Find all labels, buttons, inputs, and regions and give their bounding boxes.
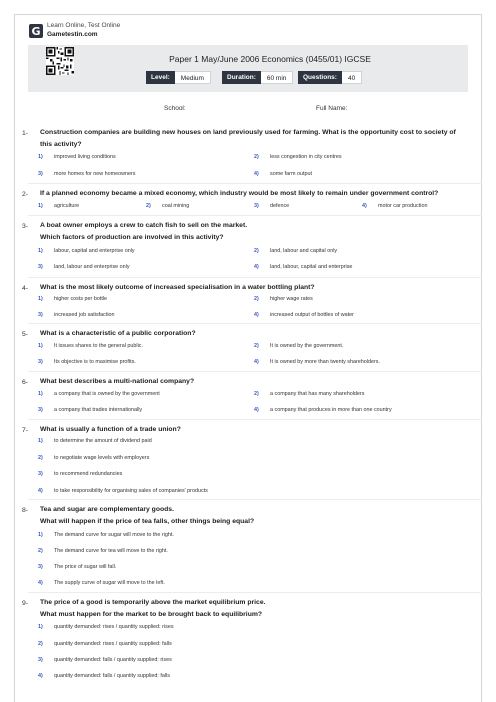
question-divider [28,323,482,324]
answer-option[interactable] [38,455,149,461]
answer-option[interactable] [254,171,312,177]
exam-header [28,45,468,92]
option-text: increased job satisfaction [54,312,115,318]
brand-tagline: Learn Online, Test Online [47,22,121,29]
option-text: more homes for new homeowners [54,171,136,177]
option-text: to determine the amount of dividend paid [54,438,152,444]
option-text: land, labour and capital only [270,248,338,254]
answer-option[interactable] [38,312,115,318]
option-number: 3) [254,203,259,209]
answer-option[interactable] [254,154,342,160]
questions-value: 40 [342,71,362,84]
option-number: 1) [38,203,43,209]
answer-option[interactable] [254,343,343,349]
question-text: What is usually a function of a trade union? [40,426,181,433]
question-text: The price of a good is temporarily above the market equilibrium price. [40,599,266,606]
option-text: land, labour and enterprise only [54,264,130,270]
question-divider [28,499,482,500]
option-number: 2) [254,248,259,254]
option-number: 2) [38,455,43,461]
questions-label: Questions: [298,71,342,84]
option-number: 4) [362,203,367,209]
duration-badge [222,71,293,84]
answer-option[interactable] [38,580,165,586]
answer-option[interactable] [38,296,107,302]
option-number: 3) [38,657,43,663]
option-text: defence [270,203,290,209]
option-number: 1) [38,248,43,254]
option-text: to negotiate wage levels with employers [54,455,150,461]
answer-option[interactable] [254,203,289,209]
option-text: improved living conditions [54,154,116,160]
option-number: 1) [38,624,43,630]
answer-option[interactable] [38,171,136,177]
question-text: What is the most likely outcome of increased specialisation in a water bottling plant? [40,284,315,291]
option-text: labour, capital and enterprise only [54,248,135,254]
answer-option[interactable] [38,641,172,647]
option-number: 1) [38,296,43,302]
option-number: 2) [38,641,43,647]
question-text: What must happen for the market to be brought back to equilibrium? [40,611,263,618]
question-text: Tea and sugar are complementary goods. [40,506,174,513]
question-divider [28,592,482,593]
answer-option[interactable] [38,407,142,413]
option-text: a company that trades internationally [54,407,143,413]
option-number: 2) [254,391,259,397]
question-divider [28,371,482,372]
option-number: 1) [38,438,43,444]
question-number: 5- [22,331,29,338]
answer-option[interactable] [38,264,130,270]
option-text: Its objective is to maximise profits. [54,359,136,365]
option-text: It is owned by more than twenty shareholders. [270,359,380,365]
question-text: What is a characteristic of a public corporation? [40,330,196,337]
answer-option[interactable] [38,673,170,679]
answer-option[interactable] [254,296,313,302]
answer-option[interactable] [38,248,135,254]
question-number: 6- [22,379,29,386]
option-text: It is owned by the government. [270,343,344,349]
option-text: The supply curve of sugar will move to the left. [54,580,165,586]
level-badge [146,71,211,84]
question-number: 9- [22,600,29,607]
option-text: motor car production [378,203,428,209]
question-text: What will happen if the price of tea falls, other things being equal? [40,518,255,525]
option-number: 1) [38,532,43,538]
option-text: land, labour, capital and enterprise [270,264,353,270]
answer-option[interactable] [362,203,427,209]
option-text: higher wage rates [270,296,313,302]
answer-option[interactable] [38,343,143,349]
answer-option[interactable] [38,532,174,538]
option-number: 3) [38,264,43,270]
duration-value: 60 min [261,71,294,84]
option-number: 2) [146,203,151,209]
option-text: increased output of bottles of water [270,312,354,318]
option-text: a company that is owned by the government [54,391,160,397]
option-text: The price of sugar will fall. [54,564,117,570]
question-number: 7- [22,427,29,434]
option-number: 4) [254,171,259,177]
question-number: 8- [22,507,29,514]
svg-text:G: G [31,25,41,38]
option-number: 1) [38,154,43,160]
option-number: 3) [38,564,43,570]
g-logo-icon [29,24,43,38]
answer-option[interactable] [146,203,189,209]
school-field-label: School: [164,105,186,112]
option-text: The demand curve for sugar will move to the right. [54,532,174,538]
option-number: 4) [254,312,259,318]
option-number: 2) [254,296,259,302]
option-number: 4) [254,359,259,365]
answer-option[interactable] [38,548,168,554]
option-number: 1) [38,343,43,349]
question-number: 3- [22,223,29,230]
question-text: this activity? [40,141,82,148]
answer-option[interactable] [38,154,116,160]
document-title: Paper 1 May/June 2006 Economics (0455/01) IGCSE [169,54,371,64]
answer-option[interactable] [38,657,172,663]
answer-option[interactable] [254,359,380,365]
option-number: 4) [38,488,43,494]
option-number: 4) [254,407,259,413]
option-number: 3) [38,171,43,177]
question-text: A boat owner employs a crew to catch fish to sell on the market. [40,222,248,229]
question-text: Which factors of production are involved in this activity? [40,234,224,241]
option-text: to take responsibility for organising sales of companies' products [54,488,208,494]
answer-option[interactable] [254,312,354,318]
option-number: 4) [38,580,43,586]
question-number: 2- [22,191,29,198]
question-divider [28,277,482,278]
option-text: It issues shares to the general public. [54,343,143,349]
question-number: 4- [22,285,29,292]
answer-option[interactable] [38,438,152,444]
option-number: 1) [38,391,43,397]
option-text: higher costs per bottle [54,296,108,302]
level-label: Level: [146,71,175,84]
option-number: 2) [254,154,259,160]
option-text: a company that has many shareholders [270,391,365,397]
answer-option[interactable] [38,624,174,630]
question-text: If a planned economy became a mixed economy, which industry would be most likely to remain under government control? [40,190,439,197]
answer-option[interactable] [254,248,337,254]
option-text: some farm output [270,171,312,177]
option-number: 3) [38,471,43,477]
answer-option[interactable] [38,488,208,494]
full-name-field-label: Full Name: [316,105,348,112]
answer-option[interactable] [38,359,136,365]
option-number: 2) [38,548,43,554]
option-number: 3) [38,407,43,413]
option-number: 3) [38,312,43,318]
answer-option[interactable] [38,564,116,570]
answer-option[interactable] [38,471,122,477]
question-text: What best describes a multi-national company? [40,378,195,385]
question-number: 1- [22,130,29,137]
option-number: 2) [254,343,259,349]
question-divider [28,215,482,216]
brand-site[interactable]: Gametestin.com [47,31,98,38]
level-value: Medium [175,71,211,84]
option-text: quantity demanded: rises / quantity supplied: rises [54,624,174,630]
option-text: quantity demanded: rises / quantity supplied: falls [54,641,172,647]
question-divider [28,419,482,420]
option-number: 4) [38,673,43,679]
answer-option[interactable] [38,203,79,209]
option-text: agriculture [54,203,80,209]
option-text: coal mining [162,203,190,209]
question-text: Construction companies are building new houses on land previously used for farming. What is the opportunity cost to society of [40,129,456,136]
option-number: 3) [38,359,43,365]
answer-option[interactable] [38,391,160,397]
answer-option[interactable] [254,407,392,413]
option-text: quantity demanded: falls / quantity supplied: falls [54,673,170,679]
option-text: a company that produces in more than one country [270,407,392,413]
option-text: quantity demanded: falls / quantity supplied: rises [54,657,172,663]
answer-option[interactable] [254,264,352,270]
qr-code-icon [46,47,74,75]
answer-option[interactable] [254,391,364,397]
option-number: 4) [254,264,259,270]
option-text: to recommend redundancies [54,471,123,477]
duration-label: Duration: [222,71,261,84]
option-text: less congestion in city centres [270,154,342,160]
option-text: The demand curve for tea will move to the right. [54,548,168,554]
question-divider [28,183,482,184]
questions-badge [298,71,362,84]
